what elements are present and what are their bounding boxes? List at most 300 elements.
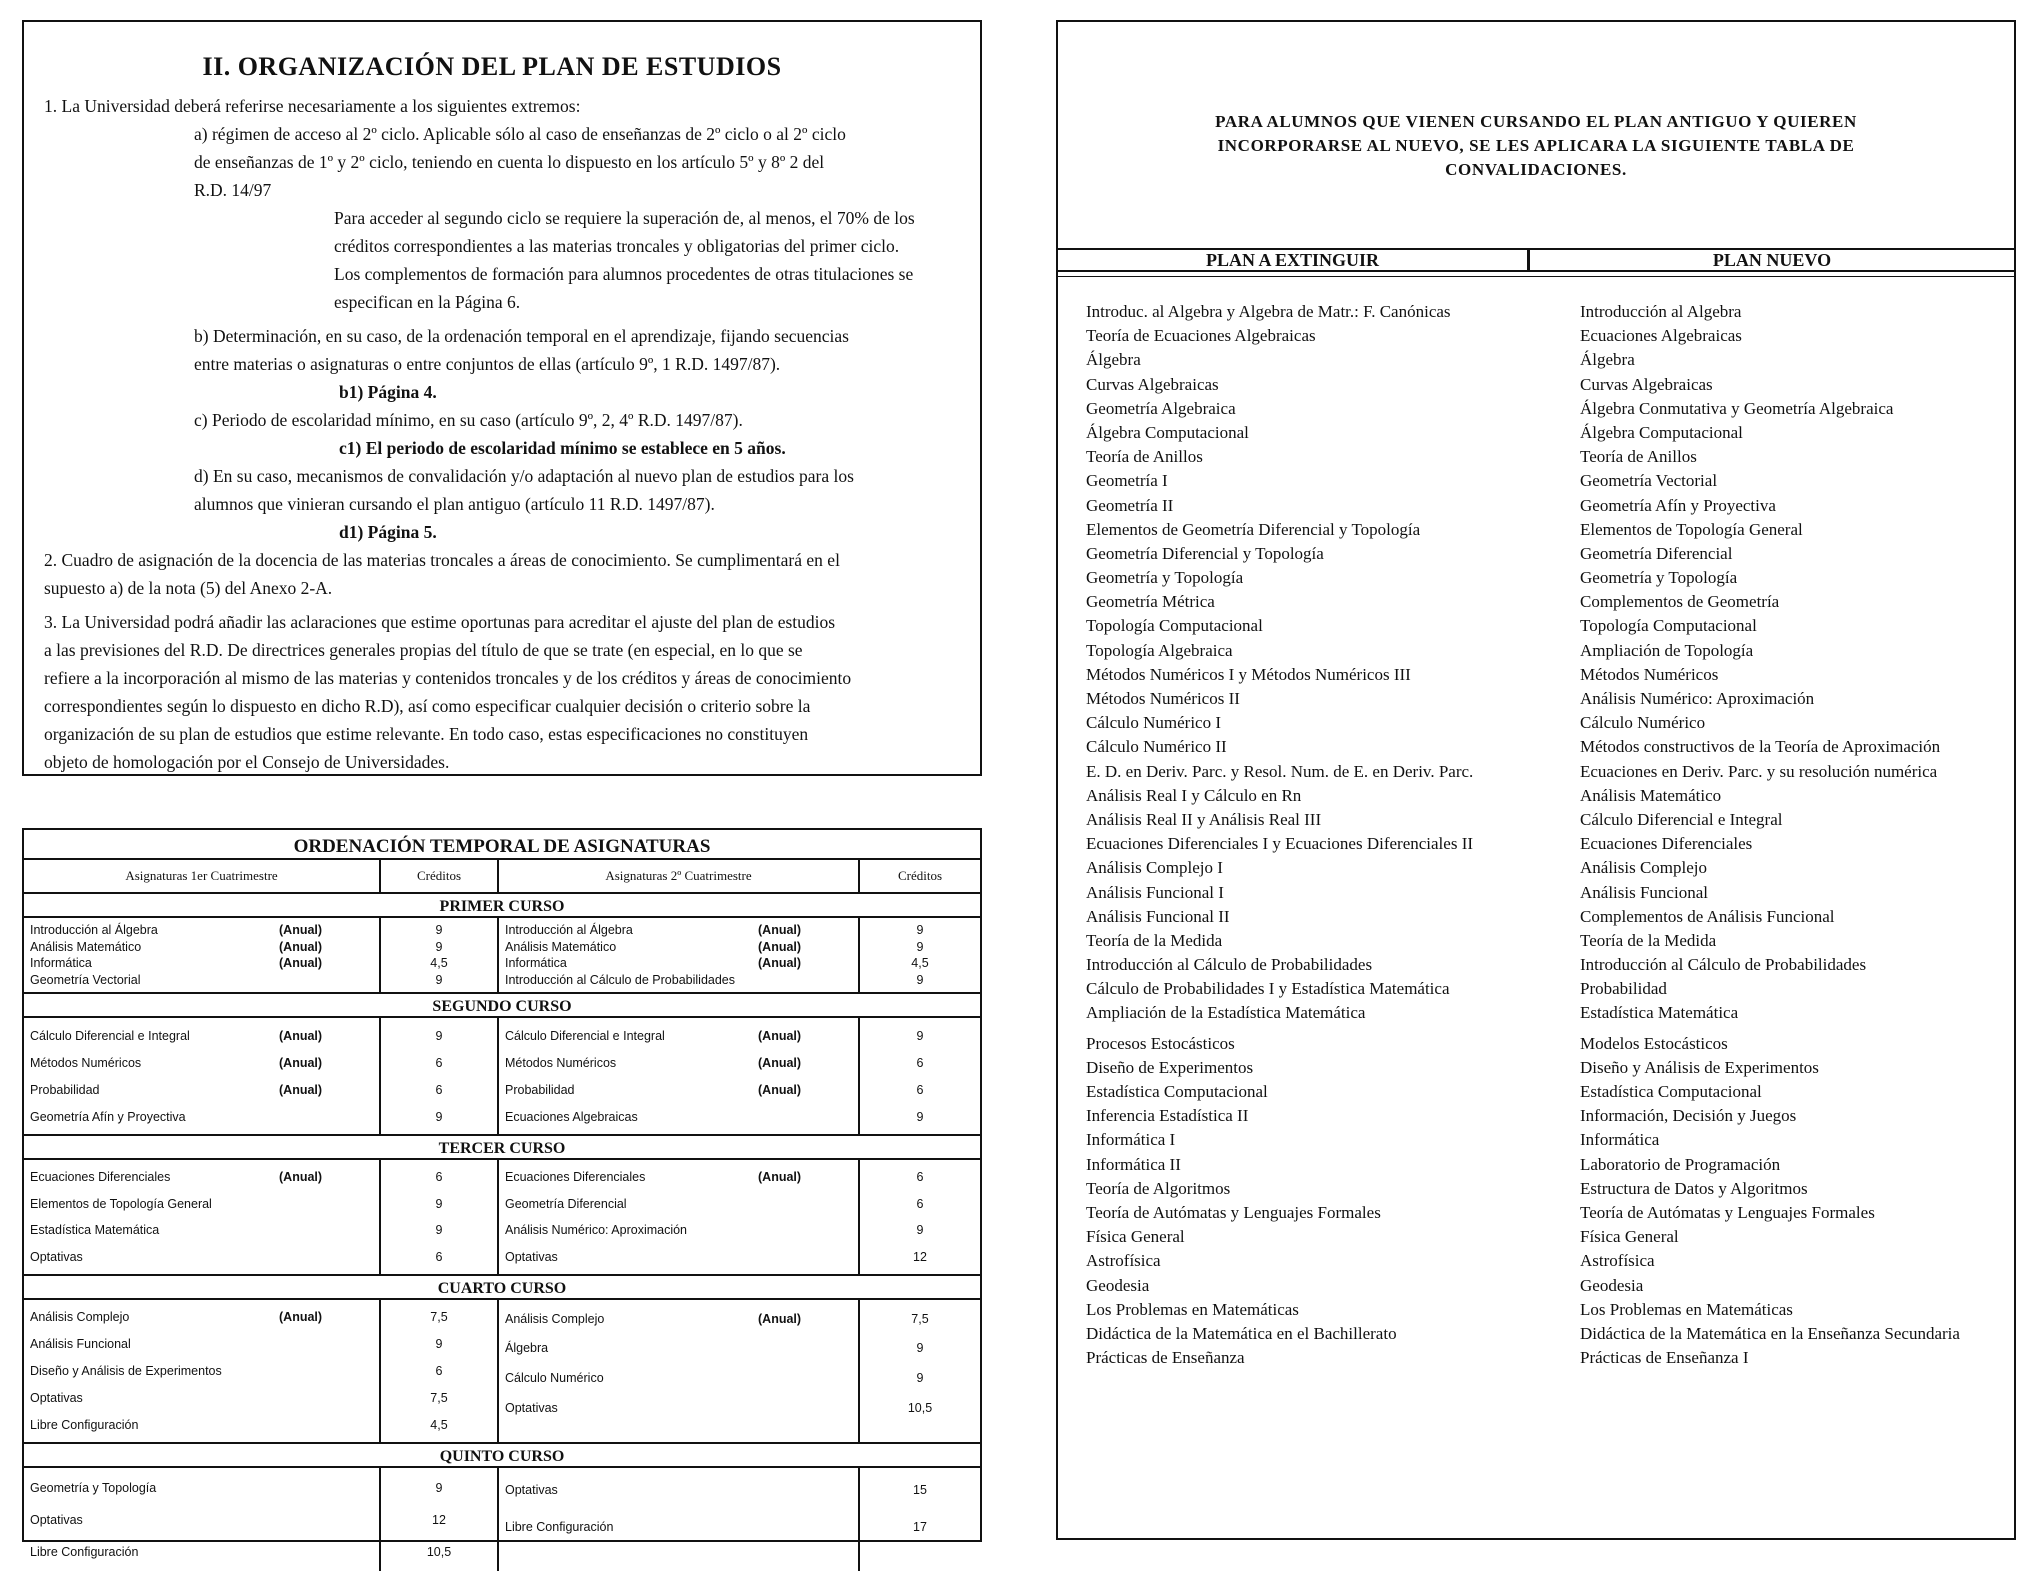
new-subject: Cálculo Diferencial e Integral xyxy=(1580,809,1783,829)
new-subject: Complementos de Análisis Funcional xyxy=(1580,906,1835,926)
old-subject: Álgebra xyxy=(1086,350,1141,370)
left-cr-column xyxy=(381,1300,499,1442)
credits-value: 6 xyxy=(916,1170,924,1185)
annual-tag: (Anual) xyxy=(758,1082,802,1097)
subject-name: Optativas xyxy=(505,1483,558,1498)
new-subject: Topología Computacional xyxy=(1580,616,1757,636)
annual-tag xyxy=(279,1418,379,1432)
subject-row xyxy=(24,1337,379,1351)
paragraph-3-line: correspondientes según lo dispuesto en dicho R.D), así como especificar cualquier decisión o criterio sobre la xyxy=(44,696,811,716)
old-subject: Teoría de Autómatas y Lenguajes Formales xyxy=(1086,1202,1381,1222)
convalidation-section xyxy=(1056,20,2016,1540)
paragraph-1: 1. La Universidad deberá referirse necesariamente a los siguientes extremos: xyxy=(44,96,581,116)
timetable-body xyxy=(24,894,980,1571)
old-subject: Ecuaciones Diferenciales I y Ecuaciones Diferenciales II xyxy=(1086,834,1474,854)
old-subject: Física General xyxy=(1086,1227,1185,1247)
convalidation-row xyxy=(1086,614,2006,638)
old-subject: Métodos Numéricos I y Métodos Numéricos III xyxy=(1086,664,1411,684)
convalidation-row xyxy=(1086,445,2006,469)
left-cr-column xyxy=(381,918,499,992)
subject-row xyxy=(499,1371,858,1385)
curso-heading: PRIMER CURSO xyxy=(24,894,980,918)
convalidation-row xyxy=(1086,1177,2006,1201)
subject-name: Optativas xyxy=(30,1249,83,1264)
convalidation-intro xyxy=(1058,110,2014,182)
annual-tag: (Anual) xyxy=(758,923,802,938)
convalidation-row xyxy=(1086,1032,2006,1056)
left-cr-column xyxy=(381,1468,499,1571)
subject-name: Ecuaciones Diferenciales xyxy=(505,1170,646,1185)
annual-tag xyxy=(758,973,858,987)
convalidation-row xyxy=(1086,1104,2006,1128)
credits-value: 9 xyxy=(435,1109,443,1124)
credits-value: 9 xyxy=(916,972,924,987)
item-d-line: d) En su caso, mecanismos de convalidación y/o adaptación al nuevo plan de estudios para los xyxy=(194,466,854,486)
old-subject: Teoría de Anillos xyxy=(1086,447,1203,467)
curso-rows xyxy=(24,918,980,994)
credits-value: 9 xyxy=(435,972,443,987)
new-subject: Análisis Funcional xyxy=(1580,882,1708,902)
subject-name: Optativas xyxy=(505,1249,558,1264)
curso-rows xyxy=(24,1300,980,1444)
convalidation-row xyxy=(1086,1322,2006,1346)
annual-tag xyxy=(279,1545,379,1559)
old-subject: Elementos de Geometría Diferencial y Topología xyxy=(1086,519,1421,539)
old-subject: Informática II xyxy=(1086,1154,1181,1174)
subject-name: Geometría Vectorial xyxy=(30,972,141,987)
new-subject: Información, Decisión y Juegos xyxy=(1580,1106,1797,1126)
item-c1: c1) El periodo de escolaridad mínimo se establece en 5 años. xyxy=(339,438,786,458)
old-subject: Curvas Algebraicas xyxy=(1086,374,1219,394)
left-name-column xyxy=(24,1160,381,1274)
item-a-line: R.D. 14/97 xyxy=(194,180,272,200)
new-subject: Teoría de Anillos xyxy=(1580,447,1697,467)
item-a-note-line: Para acceder al segundo ciclo se requiere la superación de, al menos, el 70% de los xyxy=(334,208,915,228)
annual-tag xyxy=(279,1110,379,1124)
subject-name: Análisis Complejo xyxy=(30,1310,130,1325)
subject-name: Elementos de Topología General xyxy=(30,1196,212,1211)
new-subject: Geometría Afín y Proyectiva xyxy=(1580,495,1776,515)
convalidation-row xyxy=(1086,881,2006,905)
right-name-column xyxy=(499,918,860,992)
curso-heading: SEGUNDO CURSO xyxy=(24,994,980,1018)
item-d-line: alumnos que vinieran cursando el plan antiguo (artículo 11 R.D. 1497/87). xyxy=(194,494,715,514)
new-subject: Diseño y Análisis de Experimentos xyxy=(1580,1057,1819,1077)
subject-name: Informática xyxy=(505,956,567,971)
left-name-column xyxy=(24,1300,381,1442)
header-first-term: Asignaturas 1er Cuatrimestre xyxy=(24,860,381,892)
new-subject: Didáctica de la Matemática en la Enseñanza Secundaria xyxy=(1580,1323,1960,1343)
subject-row xyxy=(24,1364,379,1378)
old-subject: Prácticas de Enseñanza xyxy=(1086,1348,1245,1368)
credits-value: 15 xyxy=(913,1483,927,1498)
subject-name: Análisis Matemático xyxy=(505,939,617,954)
new-subject: Análisis Numérico: Aproximación xyxy=(1580,689,1815,708)
new-subject: Introducción al Algebra xyxy=(1580,302,1742,321)
organization-section xyxy=(22,20,982,776)
annual-tag: (Anual) xyxy=(758,939,802,954)
item-d1: d1) Página 5. xyxy=(339,522,437,542)
subject-name: Optativas xyxy=(505,1400,558,1415)
subject-name: Geometría Afín y Proyectiva xyxy=(30,1109,186,1124)
old-subject: Métodos Numéricos II xyxy=(1086,689,1240,708)
subject-name: Optativas xyxy=(30,1513,83,1527)
annual-tag xyxy=(758,1341,858,1355)
subject-name: Análisis Matemático xyxy=(30,939,142,954)
right-name-column xyxy=(499,1018,860,1134)
subject-row xyxy=(24,1513,379,1527)
credits-value: 6 xyxy=(916,1055,924,1070)
subject-name: Análisis Numérico: Aproximación xyxy=(505,1223,688,1238)
annual-tag xyxy=(758,1223,858,1237)
subject-name: Probabilidad xyxy=(30,1082,100,1097)
curso-rows xyxy=(24,1160,980,1276)
annual-tag xyxy=(279,1391,379,1405)
subject-row xyxy=(499,1029,858,1043)
subject-row xyxy=(24,956,379,970)
item-a-note-line: créditos correspondientes a las materias troncales y obligatorias del primer ciclo. xyxy=(334,236,900,256)
right-name-column xyxy=(499,1160,860,1274)
old-subject: Geometría y Topología xyxy=(1086,568,1244,588)
subject-row xyxy=(499,973,858,987)
old-subject: Informática I xyxy=(1086,1130,1176,1150)
old-subject: Inferencia Estadística II xyxy=(1086,1106,1249,1126)
subject-name: Introducción al Álgebra xyxy=(30,923,158,938)
convalidation-header-row xyxy=(1058,248,2014,272)
annual-tag xyxy=(279,1197,379,1211)
convalidation-row xyxy=(1086,735,2006,759)
new-subject: Estadística Computacional xyxy=(1580,1082,1762,1101)
subject-row xyxy=(24,1250,379,1264)
annual-tag xyxy=(758,1250,858,1264)
annual-tag xyxy=(279,973,379,987)
annual-tag: (Anual) xyxy=(279,1170,323,1185)
new-subject: Álgebra Computacional xyxy=(1580,422,1743,442)
new-subject: Métodos constructivos de la Teoría de Aproximación xyxy=(1580,737,1941,757)
credits-value: 9 xyxy=(916,939,924,954)
convalidation-row xyxy=(1086,324,2006,348)
subject-row xyxy=(499,940,858,954)
new-subject: Estructura de Datos y Algoritmos xyxy=(1580,1178,1808,1198)
credits-value: 9 xyxy=(435,1196,443,1211)
subject-row xyxy=(24,1110,379,1124)
subject-name: Estadística Matemática xyxy=(30,1223,160,1238)
annual-tag: (Anual) xyxy=(279,939,323,954)
convalidation-row xyxy=(1086,566,2006,590)
subject-name: Libre Configuración xyxy=(505,1519,614,1534)
convalidation-row xyxy=(1086,1225,2006,1249)
convalidation-row xyxy=(1086,808,2006,832)
new-subject: Geometría y Topología xyxy=(1580,568,1738,588)
annual-tag: (Anual) xyxy=(758,956,802,971)
subject-row xyxy=(24,1083,379,1097)
new-subject: Ampliación de Topología xyxy=(1580,640,1754,660)
credits-value: 9 xyxy=(435,1481,443,1495)
old-subject: Cálculo de Probabilidades I y Estadística Matemática xyxy=(1086,979,1450,999)
credits-value: 4,5 xyxy=(430,1417,448,1432)
credits-value: 10,5 xyxy=(426,1545,452,1559)
old-subject: Cálculo Numérico I xyxy=(1086,713,1222,733)
convalidation-row xyxy=(1086,1201,2006,1225)
timetable-table xyxy=(22,828,982,1559)
subject-name: Métodos Numéricos xyxy=(505,1055,617,1070)
convalidation-row xyxy=(1086,784,2006,808)
annual-tag xyxy=(279,1250,379,1264)
old-subject: E. D. en Deriv. Parc. y Resol. Num. de E. en Deriv. Parc. xyxy=(1086,761,1474,781)
subject-name: Análisis Funcional xyxy=(30,1337,131,1352)
annual-tag: (Anual) xyxy=(279,923,323,938)
subject-row xyxy=(499,1483,858,1497)
old-subject: Ampliación de la Estadística Matemática xyxy=(1086,1003,1366,1023)
section-title: II. ORGANIZACIÓN DEL PLAN DE ESTUDIOS xyxy=(202,52,782,81)
item-c-line: c) Periodo de escolaridad mínimo, en su caso (artículo 9º, 2, 4º R.D. 1497/87). xyxy=(194,410,743,430)
subject-name: Informática xyxy=(30,956,92,971)
paragraph-2-line: supuesto a) de la nota (5) del Anexo 2-A. xyxy=(44,578,333,598)
credits-value: 6 xyxy=(916,1082,924,1097)
subject-row xyxy=(499,1083,858,1097)
subject-row xyxy=(499,1170,858,1184)
subject-row xyxy=(499,923,858,937)
old-subject: Astrofísica xyxy=(1086,1251,1161,1271)
credits-value: 9 xyxy=(435,939,443,954)
credits-value: 7,5 xyxy=(911,1311,929,1326)
credits-value: 12 xyxy=(432,1513,446,1527)
convalidation-row xyxy=(1086,469,2006,493)
annual-tag: (Anual) xyxy=(758,1311,802,1326)
credits-value: 6 xyxy=(435,1082,443,1097)
header-second-term: Asignaturas 2º Cuatrimestre xyxy=(499,860,860,892)
credits-value: 4,5 xyxy=(911,956,929,971)
credits-value: 9 xyxy=(916,1370,924,1385)
subject-row xyxy=(24,1197,379,1211)
convalidation-row xyxy=(1086,300,2006,324)
old-subject: Geodesia xyxy=(1086,1275,1150,1295)
convalidation-row xyxy=(1086,1128,2006,1152)
subject-row xyxy=(24,1545,379,1559)
left-cr-column xyxy=(381,1160,499,1274)
old-subject: Álgebra Computacional xyxy=(1086,422,1249,442)
old-subject: Estadística Computacional xyxy=(1086,1082,1268,1101)
intro-line: INCORPORARSE AL NUEVO, SE LES APLICARA LA SIGUIENTE TABLA DE xyxy=(1217,136,1855,155)
item-b-line: b) Determinación, en su caso, de la ordenación temporal en el aprendizaje, fijando secuencias xyxy=(194,326,849,346)
subject-name: Análisis Complejo xyxy=(505,1311,605,1326)
intro-line: PARA ALUMNOS QUE VIENEN CURSANDO EL PLAN ANTIGUO Y QUIEREN xyxy=(1215,112,1857,131)
left-cr-column xyxy=(381,1018,499,1134)
subject-row xyxy=(499,1520,858,1534)
right-cr-column xyxy=(860,1018,980,1134)
subject-row xyxy=(24,923,379,937)
subject-name: Probabilidad xyxy=(505,1082,575,1097)
paragraph-3-line: organización de su plan de estudios que estime relevante. En todo caso, estas especificaciones no constituyen xyxy=(44,724,809,744)
convalidation-row xyxy=(1086,590,2006,614)
convalidation-row xyxy=(1086,1153,2006,1177)
annual-tag: (Anual) xyxy=(279,956,323,971)
new-subject: Álgebra xyxy=(1580,350,1635,370)
old-subject: Análisis Complejo I xyxy=(1086,858,1223,878)
annual-tag xyxy=(279,1481,379,1495)
convalidation-row xyxy=(1086,977,2006,1001)
subject-name: Geometría y Topología xyxy=(30,1481,157,1495)
subject-name: Métodos Numéricos xyxy=(30,1055,142,1070)
timetable-header-row xyxy=(24,860,980,894)
subject-name: Cálculo Diferencial e Integral xyxy=(30,1028,190,1043)
new-subject: Laboratorio de Programación xyxy=(1580,1154,1781,1174)
new-subject: Análisis Complejo xyxy=(1580,858,1708,878)
convalidation-row xyxy=(1086,494,2006,518)
old-subject: Teoría de Algoritmos xyxy=(1086,1178,1231,1198)
convalidation-row xyxy=(1086,832,2006,856)
annual-tag xyxy=(758,1371,858,1385)
credits-value: 6 xyxy=(916,1196,924,1211)
credits-value: 4,5 xyxy=(430,956,448,971)
credits-value: 9 xyxy=(916,1341,924,1356)
convalidation-row xyxy=(1086,953,2006,977)
right-name-column xyxy=(499,1300,860,1442)
subject-row xyxy=(24,1029,379,1043)
convalidation-row xyxy=(1086,760,2006,784)
credits-value: 6 xyxy=(435,1249,443,1264)
new-subject: Ecuaciones en Deriv. Parc. y su resolución numérica xyxy=(1580,761,1938,781)
old-subject: Introducción al Cálculo de Probabilidades xyxy=(1086,955,1373,975)
subject-row xyxy=(499,1401,858,1415)
item-a-line: a) régimen de acceso al 2º ciclo. Aplicable sólo al caso de enseñanzas de 2º ciclo o al 2º ciclo xyxy=(194,124,846,144)
credits-value: 9 xyxy=(916,1223,924,1238)
new-subject: Introducción al Cálculo de Probabilidades xyxy=(1580,955,1867,975)
old-subject: Los Problemas en Matemáticas xyxy=(1086,1299,1299,1319)
convalidation-row xyxy=(1086,1056,2006,1080)
old-subject: Topología Algebraica xyxy=(1086,640,1233,660)
old-subject: Análisis Funcional I xyxy=(1086,882,1224,902)
paragraph-3-line: 3. La Universidad podrá añadir las aclaraciones que estime oportunas para acreditar el ajuste del plan de estudios xyxy=(44,612,836,632)
convalidation-row xyxy=(1086,542,2006,566)
subject-name: Introducción al Cálculo de Probabilidades xyxy=(505,972,736,987)
new-subject: Teoría de la Medida xyxy=(1580,930,1717,950)
new-subject: Complementos de Geometría xyxy=(1580,592,1780,612)
new-subject: Ecuaciones Algebraicas xyxy=(1580,326,1742,346)
subject-name: Álgebra xyxy=(505,1341,549,1356)
old-subject: Introduc. al Algebra y Algebra de Matr.: F. Canónicas xyxy=(1086,302,1451,321)
annual-tag xyxy=(279,1223,379,1237)
new-subject: Ecuaciones Diferenciales xyxy=(1580,834,1753,854)
new-subject: Geometría Diferencial xyxy=(1580,543,1733,563)
convalidation-row xyxy=(1086,348,2006,372)
annual-tag: (Anual) xyxy=(279,1028,323,1043)
annual-tag: (Anual) xyxy=(758,1170,802,1185)
old-subject: Geometría Diferencial y Topología xyxy=(1086,543,1324,563)
convalidation-row xyxy=(1086,905,2006,929)
convalidation-row xyxy=(1086,856,2006,880)
header-credits: Créditos xyxy=(897,868,943,883)
convalidation-row xyxy=(1086,639,2006,663)
subject-name: Geometría Diferencial xyxy=(505,1196,627,1211)
convalidation-row xyxy=(1086,711,2006,735)
old-subject: Análisis Real I y Cálculo en Rn xyxy=(1086,785,1302,805)
credits-value: 7,5 xyxy=(430,1390,448,1405)
item-a-note-line: especifican en la Página 6. xyxy=(334,292,521,312)
subject-row xyxy=(499,956,858,970)
annual-tag: (Anual) xyxy=(279,1310,323,1325)
annual-tag: (Anual) xyxy=(758,1028,802,1043)
old-subject: Topología Computacional xyxy=(1086,616,1263,636)
new-subject: Curvas Algebraicas xyxy=(1580,374,1713,394)
credits-value: 9 xyxy=(435,923,443,938)
subject-name: Ecuaciones Diferenciales xyxy=(30,1170,171,1185)
convalidation-row xyxy=(1086,1001,2006,1025)
subject-name: Libre Configuración xyxy=(30,1545,139,1559)
paragraph-3-line: objeto de homologación por el Consejo de Universidades. xyxy=(44,752,450,772)
subject-row xyxy=(499,1197,858,1211)
new-subject: Álgebra Conmutativa y Geometría Algebraica xyxy=(1580,398,1894,418)
credits-value: 9 xyxy=(435,1028,443,1043)
curso-rows xyxy=(24,1018,980,1136)
subject-row xyxy=(24,940,379,954)
old-subject: Cálculo Numérico II xyxy=(1086,737,1227,757)
annual-tag xyxy=(279,1337,379,1351)
new-subject: Teoría de Autómatas y Lenguajes Formales xyxy=(1580,1202,1875,1222)
old-subject: Teoría de Ecuaciones Algebraicas xyxy=(1086,326,1316,346)
convalidation-list xyxy=(1086,300,2006,1370)
item-b-line: entre materias o asignaturas o entre conjuntos de ellas (artículo 9º, 1 R.D. 1497/87). xyxy=(194,354,781,374)
curso-heading: QUINTO CURSO xyxy=(24,1444,980,1468)
new-subject: Modelos Estocásticos xyxy=(1580,1033,1728,1053)
right-name-column xyxy=(499,1468,860,1571)
subject-row xyxy=(499,1250,858,1264)
annual-tag xyxy=(758,1483,858,1497)
subject-row xyxy=(499,1312,858,1326)
subject-row xyxy=(24,1056,379,1070)
subject-name: Optativas xyxy=(30,1390,83,1405)
convalidation-row xyxy=(1086,1080,2006,1104)
subject-name: Libre Configuración xyxy=(30,1417,139,1432)
old-subject: Análisis Real II y Análisis Real III xyxy=(1086,809,1322,829)
convalidation-row xyxy=(1086,1249,2006,1273)
credits-value: 9 xyxy=(435,1337,443,1352)
convalidation-row xyxy=(1086,373,2006,397)
item-a-note-line: Los complementos de formación para alumnos procedentes de otras titulaciones se xyxy=(334,264,914,284)
credits-value: 6 xyxy=(435,1170,443,1185)
credits-value: 17 xyxy=(913,1519,927,1534)
right-cr-column xyxy=(860,1300,980,1442)
new-subject: Astrofísica xyxy=(1580,1251,1655,1271)
old-subject: Didáctica de la Matemática en el Bachillerato xyxy=(1086,1323,1397,1343)
convalidation-row xyxy=(1086,421,2006,445)
paragraph-3-line: refiere a la incorporación al mismo de las materias y contenidos troncales y de los créditos y áreas de conocimiento xyxy=(44,668,852,688)
subject-row xyxy=(499,1223,858,1237)
subject-row xyxy=(499,1110,858,1124)
credits-value: 6 xyxy=(435,1363,443,1378)
curso-heading: TERCER CURSO xyxy=(24,1136,980,1160)
curso-rows xyxy=(24,1468,980,1571)
old-subject: Geometría Algebraica xyxy=(1086,398,1236,418)
subject-row xyxy=(24,1391,379,1405)
old-subject: Geometría I xyxy=(1086,471,1168,491)
subject-name: Diseño y Análisis de Experimentos xyxy=(30,1363,222,1378)
old-subject: Análisis Funcional II xyxy=(1086,906,1230,926)
credits-value: 9 xyxy=(435,1223,443,1238)
convalidation-row xyxy=(1086,929,2006,953)
subject-name: Cálculo Diferencial e Integral xyxy=(505,1028,665,1043)
convalidation-row xyxy=(1086,687,2006,711)
old-subject: Geometría II xyxy=(1086,495,1174,515)
new-subject: Estadística Matemática xyxy=(1580,1003,1739,1023)
subject-row xyxy=(24,1223,379,1237)
item-a-line: de enseñanzas de 1º y 2º ciclo, teniendo en cuenta lo dispuesto en los artículo 5º y 8º 2 del xyxy=(194,152,825,172)
old-subject: Diseño de Experimentos xyxy=(1086,1057,1254,1077)
header-credits: Créditos xyxy=(381,860,499,892)
convalidation-row xyxy=(1086,663,2006,687)
new-subject: Cálculo Numérico xyxy=(1580,713,1706,733)
credits-value: 10,5 xyxy=(907,1400,933,1415)
